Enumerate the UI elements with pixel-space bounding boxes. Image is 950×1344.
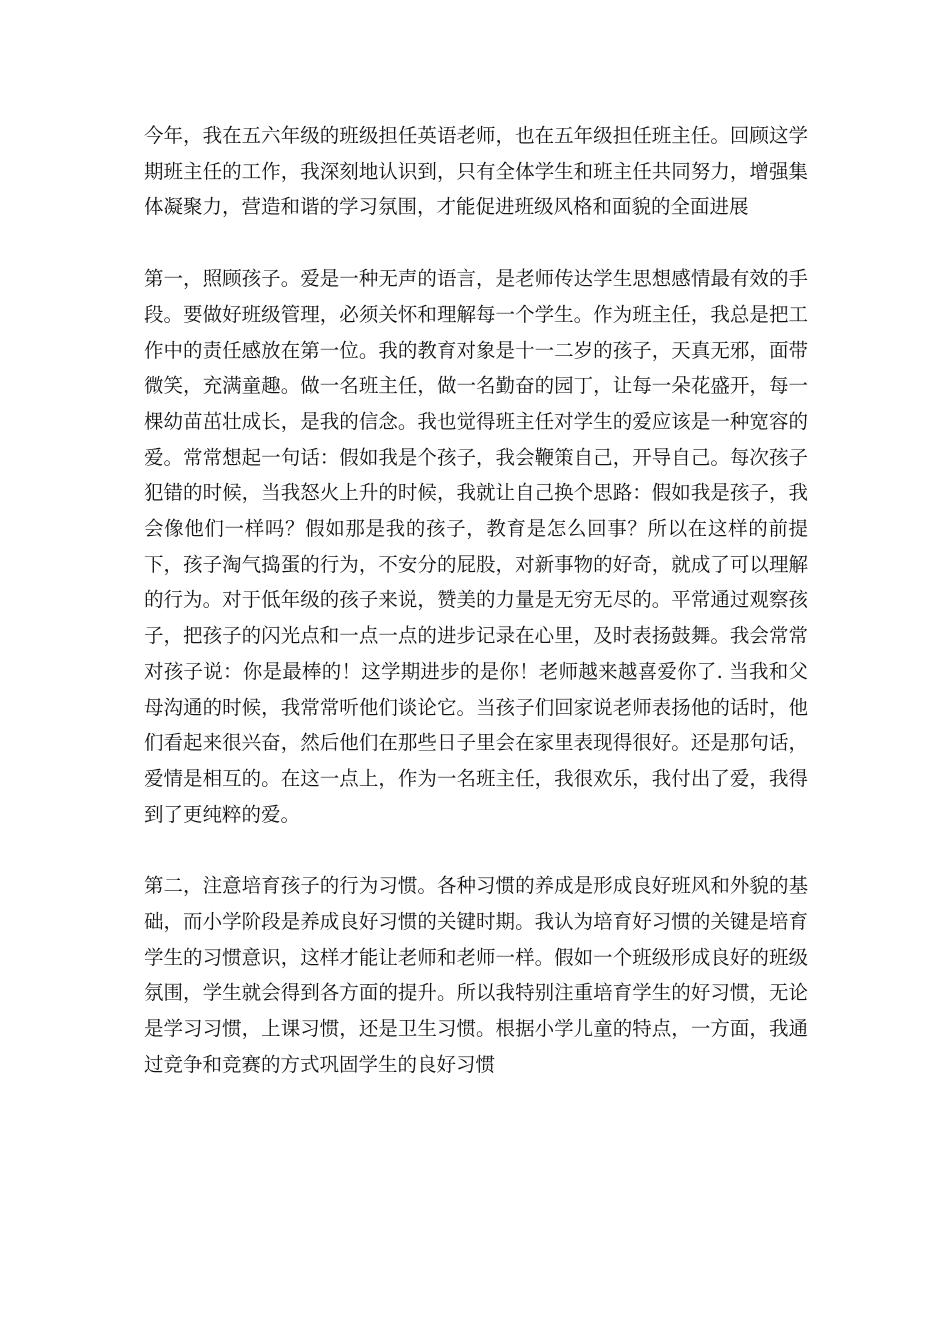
- paragraph-intro: 今年，我在五六年级的班级担任英语老师，也在五年级担任班主任。回顾这学期班主任的工作，我深刻地认识到，只有全体学生和班主任共同努力，增强集体凝聚力，营造和谐的学习氛围，才能促进班级风格和面貌的全面进展: [144, 124, 808, 219]
- paragraph-second-point: 第二，注意培育孩子的行为习惯。各种习惯的养成是形成良好班风和外貌的基础，而小学阶段是养成良好习惯的关键时期。我认为培育好习惯的关键是培育学生的习惯意识，这样才能让老师和老师一样。假如一个班级形成良好的班级氛围，学生就会得到各方面的提升。所以我特别注重培育学生的好习惯，无论是学习习惯，上课习惯，还是卫生习惯。根据小学儿童的特点，一方面，我通过竞争和竞赛的方式巩固学生的良好习惯: [144, 874, 808, 1076]
- document-page: [144, 118, 808, 1083]
- paragraph-first-point: 第一，照顾孩子。爱是一种无声的语言，是老师传达学生思想感情最有效的手段。要做好班级管理，必须关怀和理解每一个学生。作为班主任，我总是把工作中的责任感放在第一位。我的教育对象是十一二岁的孩子，天真无邪，面带微笑，充满童趣。做一名班主任，做一名勤奋的园丁，让每一朵花盛开，每一棵幼苗茁壮成长，是我的信念。我也觉得班主任对学生的爱应该是一种宽容的爱。常常想起一句话：假如我是个孩子，我会鞭策自己，开导自己。每次孩子犯错的时候，当我怒火上升的时候，我就让自己换个思路：假如我是孩子，我会像他们一样吗？假如那是我的孩子，教育是怎么回事？所以在这样的前提下，孩子淘气捣蛋的行为，不安分的屁股，对新事物的好奇，就成了可以理解的行为。对于低年级的孩子来说，赞美的力量是无穷无尽的。平常通过观察孩子，把孩子的闪光点和一点一点的进步记录在心里，及时表扬鼓舞。我会常常对孩子说：你是最棒的！这学期进步的是你！老师越来越喜爱你了. 当我和父母沟通的时候，我常常听他们谈论它。当孩子们回家说老师表扬他的话时，他们看起来很兴奋，然后他们在那些日子里会在家里表现得很好。还是那句话，爱情是相互的。在这一点上，作为一名班主任，我很欢乐，我付出了爱，我得到了更纯粹的爱。: [144, 267, 808, 826]
